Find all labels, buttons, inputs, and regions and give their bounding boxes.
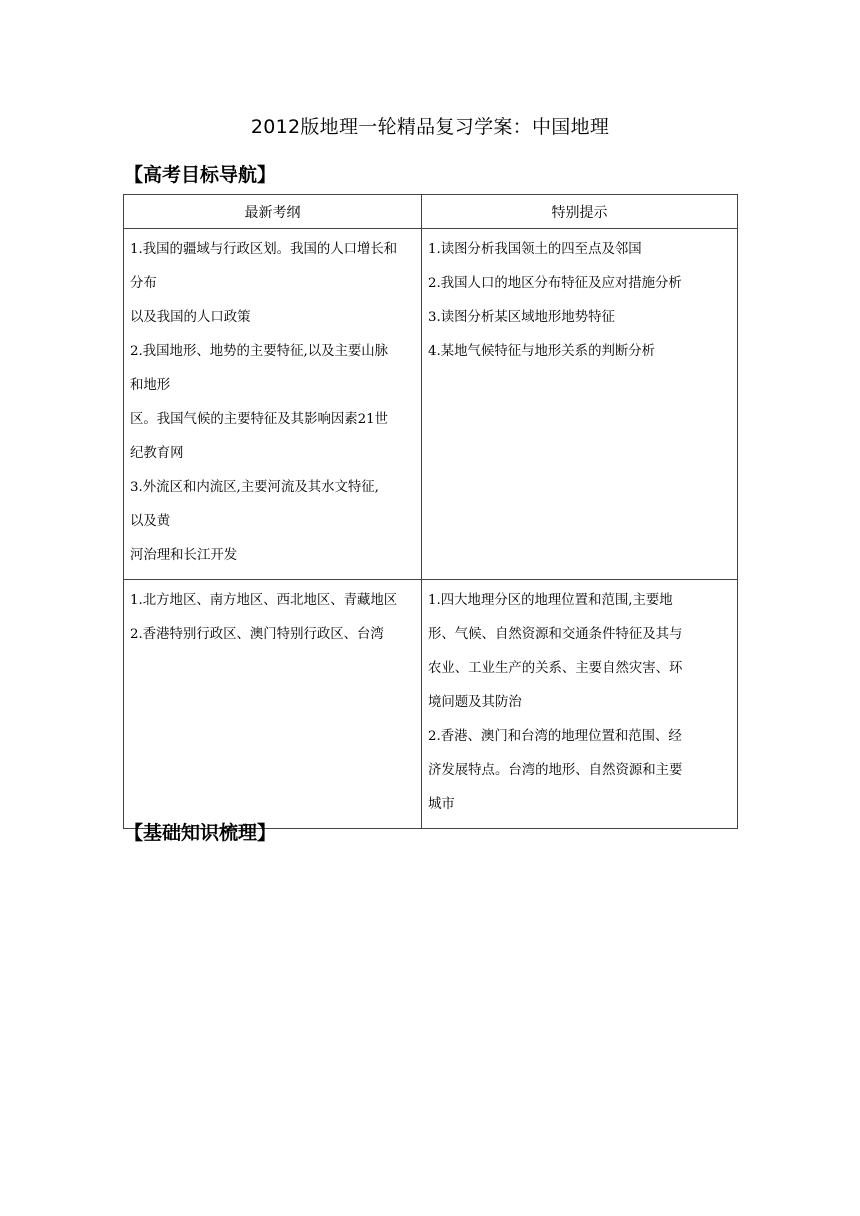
cell-text-line: 1.四大地理分区的地理位置和范围,主要地 xyxy=(428,593,673,608)
cell-text-line: 3.读图分析某区域地形地势特征 xyxy=(428,310,615,325)
table-cell-left xyxy=(124,580,422,829)
cell-text-line: 2.我国人口的地区分布特征及应对措施分析 xyxy=(428,276,682,291)
cell-text-line: 1.北方地区、南方地区、西北地区、青藏地区 xyxy=(130,593,398,608)
cell-text-line: 2.香港、澳门和台湾的地理位置和范围、经 xyxy=(428,729,682,744)
goals-table xyxy=(123,194,738,829)
cell-text-line: 河治理和长江开发 xyxy=(130,548,238,563)
table-header-cell: 最新考纲 xyxy=(124,195,422,229)
cell-text-line: 4.某地气候特征与地形关系的判断分析 xyxy=(428,344,656,359)
cell-text-line: 形、气候、自然资源和交通条件特征及其与 xyxy=(428,627,683,642)
cell-text-line: 以及我国的人口政策 xyxy=(130,310,251,325)
table-row xyxy=(124,580,738,829)
table-row xyxy=(124,229,738,580)
cell-text-line: 纪教育网 xyxy=(130,446,184,461)
cell-text-line: 2.我国地形、地势的主要特征,以及主要山脉 xyxy=(130,344,389,359)
table-cell-left xyxy=(124,229,422,580)
section-heading-goals: 【高考目标导航】 xyxy=(124,164,277,186)
cell-text-line: 以及黄 xyxy=(130,514,171,529)
cell-text-line: 分布 xyxy=(130,276,157,291)
cell-text-line: 农业、工业生产的关系、主要自然灾害、环 xyxy=(428,661,683,676)
cell-text-line: 1.读图分析我国领土的四至点及邻国 xyxy=(428,242,642,257)
page-title: 2012版地理一轮精品复习学案：中国地理 xyxy=(250,116,610,138)
table-cell-right xyxy=(422,229,738,580)
table-header-cell: 特别提示 xyxy=(422,195,738,229)
cell-text-line: 2.香港特别行政区、澳门特别行政区、台湾 xyxy=(130,627,384,642)
cell-text-line: 3.外流区和内流区,主要河流及其水文特征, xyxy=(130,480,379,495)
cell-text-line: 济发展特点。台湾的地形、自然资源和主要 xyxy=(428,763,683,778)
table-header-row xyxy=(124,195,738,229)
section-heading-basics: 【基础知识梳理】 xyxy=(124,822,277,844)
cell-text-line: 1.我国的疆域与行政区划。我国的人口增长和 xyxy=(130,242,398,257)
cell-text-line: 和地形 xyxy=(130,378,171,393)
table-cell-right xyxy=(422,580,738,829)
cell-text-line: 区。我国气候的主要特征及其影响因素21世 xyxy=(130,412,389,427)
cell-text-line: 城市 xyxy=(428,797,455,812)
cell-text-line: 境问题及其防治 xyxy=(428,695,522,710)
